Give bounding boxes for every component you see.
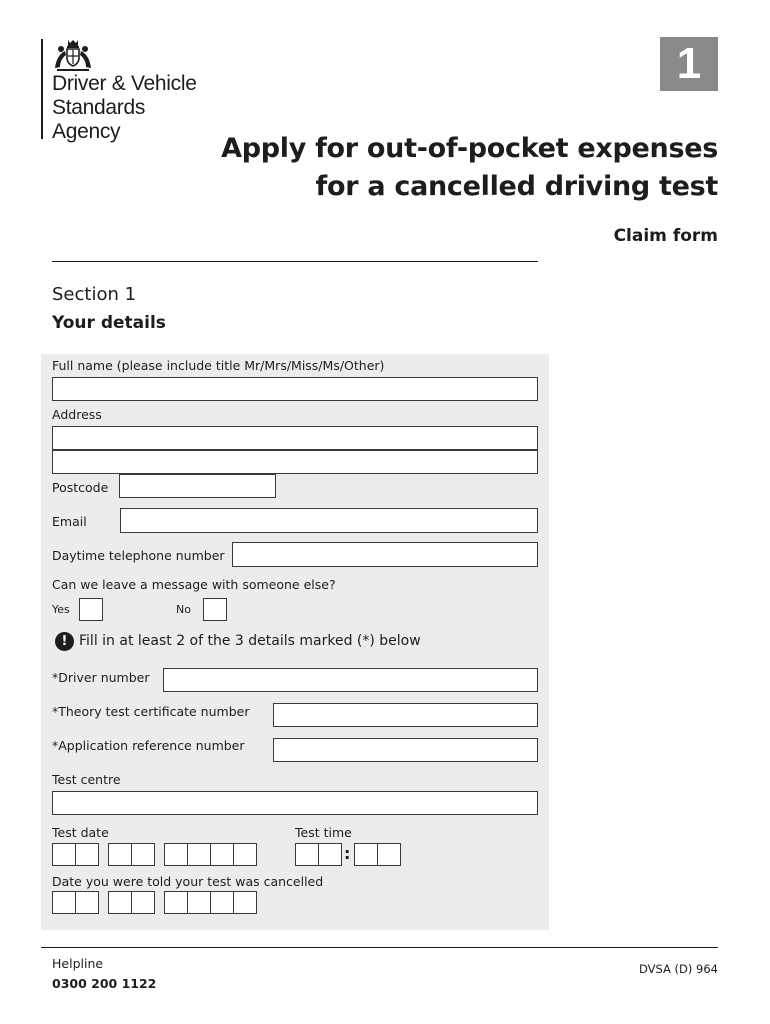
address-line-1-input[interactable]: [52, 426, 538, 450]
footer-divider: [41, 947, 718, 948]
date-digit-box[interactable]: [164, 891, 188, 914]
no-label: No: [176, 603, 191, 616]
cancelled-date-year: [164, 891, 257, 914]
date-digit-box[interactable]: [52, 843, 76, 866]
full-name-input[interactable]: [52, 377, 538, 401]
yes-checkbox[interactable]: [79, 598, 103, 621]
test-time-minutes: [354, 843, 401, 866]
email-input[interactable]: [120, 508, 538, 533]
header-divider: [52, 261, 538, 262]
logo-divider: [41, 39, 43, 139]
page-title: [221, 130, 718, 206]
cancelled-date-day: [52, 891, 99, 914]
page-subtitle: Claim form: [613, 226, 718, 246]
cancelled-date-month: [108, 891, 155, 914]
agency-line-3: Agency: [52, 120, 121, 143]
test-date-label: Test date: [52, 825, 109, 840]
section-title: Your details: [52, 313, 166, 333]
date-digit-box[interactable]: [210, 891, 234, 914]
date-digit-box[interactable]: [131, 891, 155, 914]
date-digit-box[interactable]: [75, 891, 99, 914]
theory-certificate-input[interactable]: [273, 703, 538, 727]
yes-label: Yes: [52, 603, 70, 616]
agency-name: [52, 72, 197, 144]
time-separator: :: [344, 844, 351, 863]
message-question: Can we leave a message with someone else?: [52, 577, 336, 592]
date-digit-box[interactable]: [131, 843, 155, 866]
email-label: Email: [52, 514, 87, 529]
time-digit-box[interactable]: [377, 843, 401, 866]
date-digit-box[interactable]: [75, 843, 99, 866]
test-time-hours: [295, 843, 342, 866]
time-digit-box[interactable]: [354, 843, 378, 866]
test-centre-input[interactable]: [52, 791, 538, 815]
date-digit-box[interactable]: [164, 843, 188, 866]
time-digit-box[interactable]: [318, 843, 342, 866]
test-time-label: Test time: [295, 825, 352, 840]
theory-label: *Theory test certificate number: [52, 704, 250, 719]
agency-line-2: Standards: [52, 96, 146, 119]
date-digit-box[interactable]: [108, 843, 132, 866]
agency-line-1: Driver & Vehicle: [52, 72, 197, 95]
test-date-year: [164, 843, 257, 866]
royal-crest-icon: [52, 38, 94, 72]
postcode-input[interactable]: [119, 474, 276, 498]
phone-input[interactable]: [232, 542, 538, 567]
date-digit-box[interactable]: [108, 891, 132, 914]
notice-text: Fill in at least 2 of the 3 details marked (*) below: [79, 633, 421, 649]
exclamation-icon: !: [55, 632, 74, 651]
test-date-month: [108, 843, 155, 866]
time-digit-box[interactable]: [295, 843, 319, 866]
title-line-2: for a cancelled driving test: [315, 171, 718, 202]
cancelled-date-label: Date you were told your test was cancelled: [52, 874, 324, 889]
address-line-2-input[interactable]: [52, 450, 538, 474]
application-label: *Application reference number: [52, 738, 245, 753]
driver-number-input[interactable]: [163, 668, 538, 692]
phone-label: Daytime telephone number: [52, 548, 225, 563]
date-digit-box[interactable]: [233, 843, 257, 866]
form-reference: DVSA (D) 964: [639, 962, 718, 976]
date-digit-box[interactable]: [187, 891, 211, 914]
full-name-label: Full name (please include title Mr/Mrs/Miss/Ms/Other): [52, 358, 385, 373]
date-digit-box[interactable]: [187, 843, 211, 866]
section-label: Section 1: [52, 284, 137, 305]
date-digit-box[interactable]: [233, 891, 257, 914]
driver-number-label: *Driver number: [52, 670, 150, 685]
postcode-label: Postcode: [52, 480, 109, 495]
no-checkbox[interactable]: [203, 598, 227, 621]
test-centre-label: Test centre: [52, 772, 121, 787]
test-date-day: [52, 843, 99, 866]
title-line-1: Apply for out-of-pocket expenses: [221, 133, 718, 164]
helpline-label: Helpline: [52, 956, 104, 971]
address-label: Address: [52, 407, 102, 422]
date-digit-box[interactable]: [52, 891, 76, 914]
application-reference-input[interactable]: [273, 738, 538, 762]
page-number-badge: 1: [660, 37, 718, 91]
date-digit-box[interactable]: [210, 843, 234, 866]
helpline-number: 0300 200 1122: [52, 976, 157, 991]
